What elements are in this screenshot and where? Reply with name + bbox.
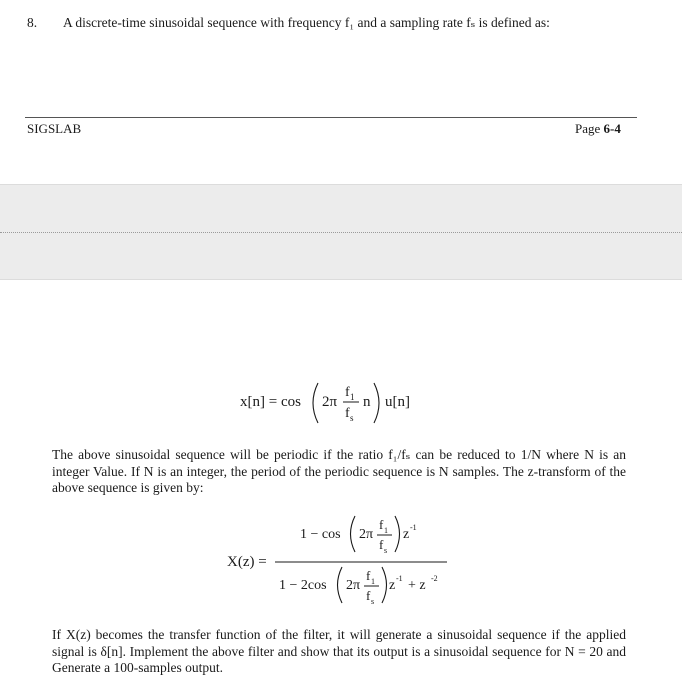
footer-title: SIGSLAB <box>27 121 82 136</box>
eq2-den-right-paren <box>382 567 387 603</box>
eq1-two-pi: 2π <box>322 394 338 410</box>
eq1-frac-num-sub: 1 <box>350 392 355 402</box>
equation-xn <box>230 375 430 435</box>
eq2-den-fs-sub: s <box>371 597 375 606</box>
periodicity-paragraph: The above sinusoidal sequence will be periodic if the ratio f₁/fₛ can be reduced to 1/N where N is an integer Value. If N is an integer, the period of the periodic sequence is N samples. The z-transform of the above sequence is given by: <box>52 447 626 495</box>
page-break-line <box>0 232 682 233</box>
eq2-den-exp1: -1 <box>396 574 403 583</box>
eq2-num-f1-sub: 1 <box>384 526 388 535</box>
eq2-num-two-pi: 2π <box>359 527 374 542</box>
eq2-den-two-pi: 2π <box>346 578 361 593</box>
eq2-num-fs: f <box>379 537 384 552</box>
page-number: 6-4 <box>603 121 621 136</box>
footer-rule <box>25 117 637 118</box>
eq1-n: n <box>363 394 371 410</box>
eq2-num-left-paren <box>351 516 356 552</box>
eq2-den-prefix: 1 − 2cos <box>279 578 327 593</box>
eq1-frac-den-sub: s <box>350 413 354 423</box>
eq2-num-z: z <box>403 527 410 542</box>
eq1-left-paren <box>313 383 318 423</box>
eq2-num-right-paren <box>395 516 400 552</box>
eq1-unit-step: u[n] <box>385 394 410 410</box>
question-text: A discrete-time sinusoidal sequence with frequency f₁ and a sampling rate fₛ is defined as: <box>63 15 550 30</box>
eq2-num-prefix: 1 − cos <box>300 527 341 542</box>
equation-xz <box>225 512 465 617</box>
eq2-num-fs-sub: s <box>384 546 388 555</box>
eq2-den-exp2: -2 <box>431 574 438 583</box>
eq1-right-paren <box>374 383 379 423</box>
page-indicator <box>575 121 621 137</box>
eq2-den-f1: f <box>366 568 371 583</box>
eq1-frac-num: f <box>345 385 350 400</box>
question-line <box>27 15 550 31</box>
eq2-den-f1-sub: 1 <box>371 577 375 586</box>
eq2-lhs: X(z) = <box>227 554 267 570</box>
eq2-num-exp: -1 <box>410 523 417 532</box>
eq2-den-fs: f <box>366 588 371 603</box>
eq2-den-left-paren <box>338 567 343 603</box>
task-paragraph: If X(z) becomes the transfer function of the filter, it will generate a sinusoidal sequence if the applied signal is δ[n]. Implement the above filter and show that its output is a sinusoidal sequence for N = 20 and Generate a 100-samples output. <box>52 627 626 675</box>
page-label: Page <box>575 121 604 136</box>
eq2-num-f1: f <box>379 517 384 532</box>
eq1-frac-den: f <box>345 406 350 421</box>
eq2-den-plus-z: + z <box>408 578 426 593</box>
eq2-den-z: z <box>389 578 396 593</box>
eq1-lhs: x[n] = cos <box>240 394 301 410</box>
question-number: 8. <box>27 15 38 30</box>
